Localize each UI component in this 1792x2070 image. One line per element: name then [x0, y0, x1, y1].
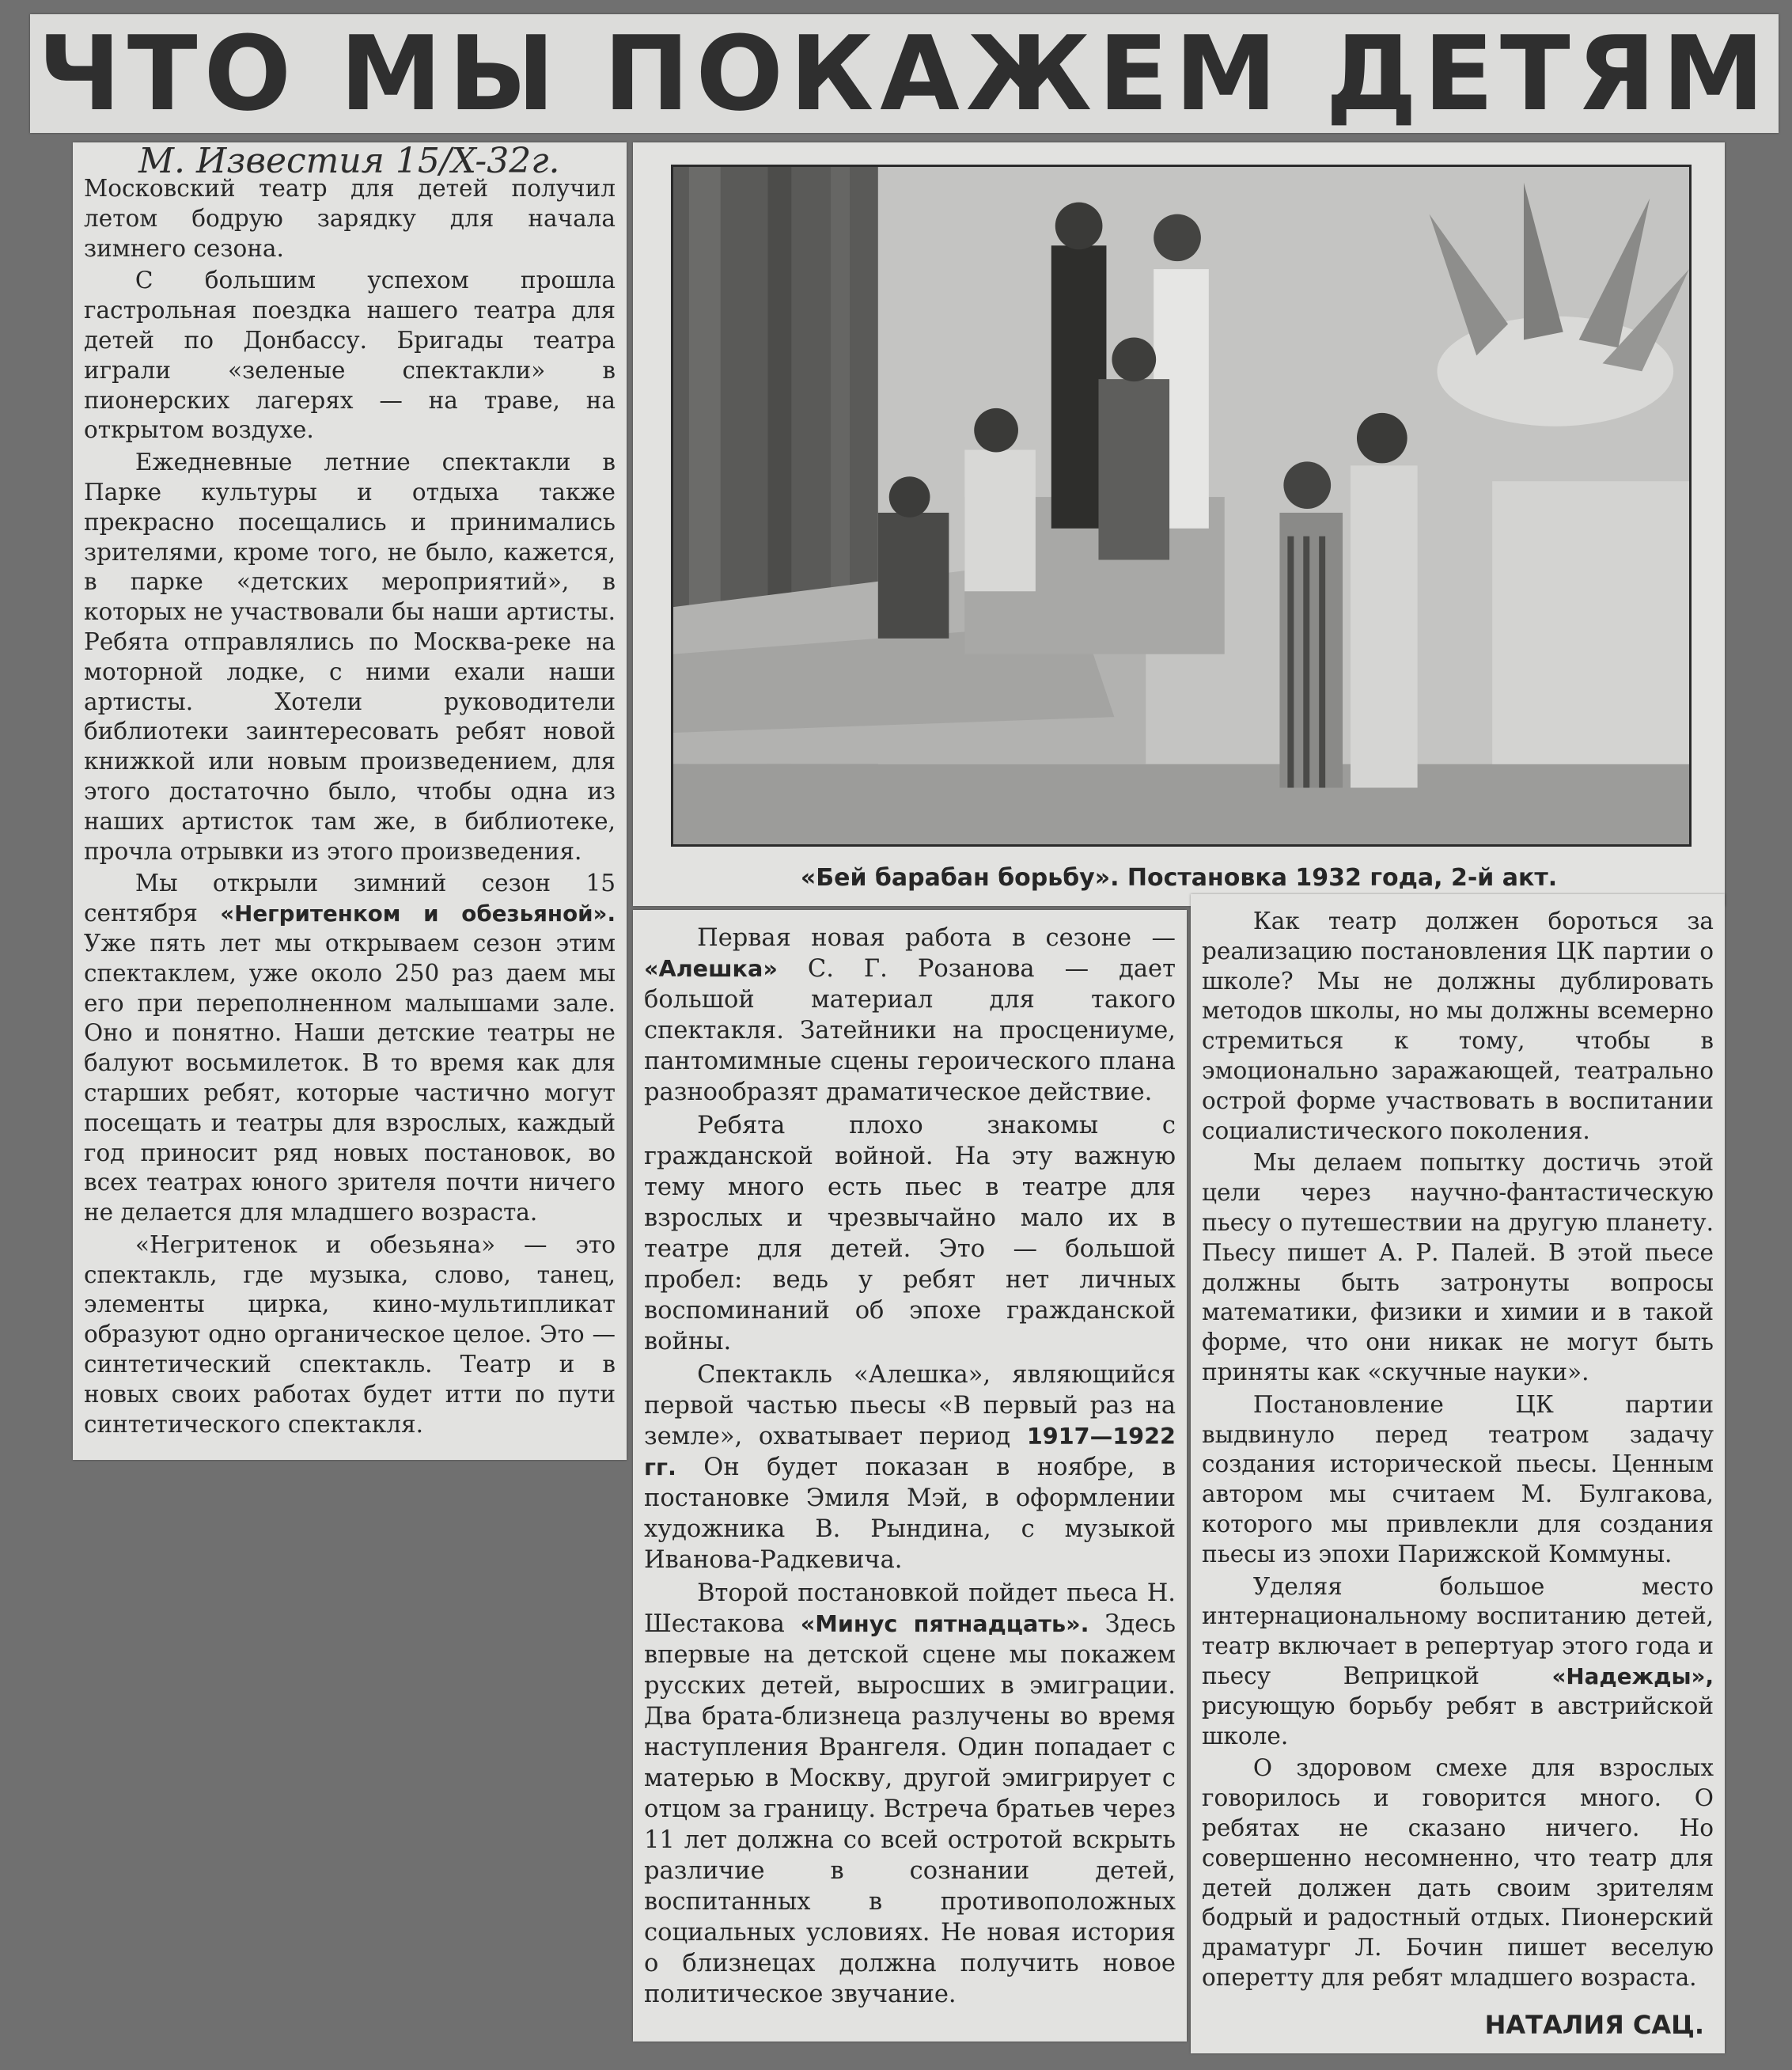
col2-p3-text-b: Он будет показан в ноябре, в постановке Эмиля Мэй, в оформлении художника В. Рындина, с музыкой Иванова-Радкевича. [644, 1454, 1176, 1574]
photo-caption: «Бей барабан борьбу». Постановка 1932 года, 2-й акт. [800, 864, 1558, 892]
col1-paragraph-4 [84, 869, 616, 1228]
article-column-1 [73, 142, 627, 1460]
stage-photo-image [673, 167, 1689, 844]
col1-paragraph-3: Ежедневные летние спектакли в Парке культуры и отдыха также прекрасно посещались и принимались зрителями, кроме того, не было, кажется, в парке «детских мероприятий», в которых не участвовали бы наши артисты. Ребята отправлялись по Москва-реке на моторной лодке, с ними ехали наши артисты. Хотели руководители библиотеки заинтересовать ребят новой книжкой или новым произведением, для этого достаточно было, чтобы одна из наших артисток там же, в библиотеке, прочла отрывки из этого произведения. [84, 449, 616, 865]
col2-paragraph-2: Ребята плохо знакомы с гражданской войной. На эту важную тему много есть пьес в театре для взрослых и чрезвычайно мало их в театре для детей. Это — большой пробел: ведь у ребят нет личных воспоминаний об эпохе гражданской войны. [644, 1112, 1176, 1355]
col2-p3-bold: 1917—1922 гг. [644, 1423, 1176, 1480]
col3-paragraph-3: Постановление ЦК партии выдвинуло перед театром задачу создания исторической пьесы. Ценным автором мы считаем М. Булгакова, которого мы привлекли для создания пьесы из эпохи Парижской Коммуны. [1202, 1390, 1714, 1568]
article-column-3 [1191, 894, 1725, 2053]
author-signature: НАТАЛИЯ САЦ. [1484, 2009, 1704, 2040]
col2-p4-text-b: Здесь впервые на детской сцене мы покажем русских детей, выросших в эмиграции. Два брата-близнеца разлучены во время наступления Врангеля. Один попадает с матерью в Москву, другой эмигрирует с отцом за границу. Встреча братьев через 11 лет должна со всей остротой вскрыть различие в сознании детей, воспитанных в противоположных социальных условиях. Не новая история о близнецах должна получить новое политическое звучание. [644, 1610, 1176, 2008]
col3-p4-text-a: Уделяя большое место интернациональному воспитанию детей, театр включает в репертуар этого года и пьесу Веприцкой [1202, 1572, 1714, 1689]
col3-paragraph-2: Мы делаем попытку достичь этой цели через научно-фантастическую пьесу о путешествии на другую планету. Пьесу пишет А. Р. Палей. В этой пьесе должны быть затронуты вопросы математики, физики и химии и в такой форме, что они никак не могут быть приняты как «скучные науки». [1202, 1149, 1714, 1386]
col2-paragraph-3 [644, 1359, 1176, 1575]
article-column-2 [633, 910, 1187, 2042]
col2-p4-bold: «Минус пятнадцать». [800, 1610, 1089, 1637]
col1-paragraph-2: С большим успехом прошла гастрольная поездка нашего театра для детей по Донбассу. Бригады театра играли «зеленые спектакли» в пионерских лагерях — на траве, на открытом воздухе. [84, 267, 616, 444]
headline-strip [30, 14, 1779, 133]
col1-paragraph-5: «Негритенок и обезьяна» — это спектакль, где музыка, слово, танец, элементы цирка, кино-мультипликат образуют одно органическое целое. Это — синтетический спектакль. Театр и в новых своих работах будет итти по пути синтетического спектакля. [84, 1230, 616, 1438]
col2-p3-text-a: Спектакль «Алешка», являющийся первой частью пьесы «В первый раз на земле», охватывает период [644, 1361, 1176, 1450]
col3-paragraph-4 [1202, 1572, 1714, 1752]
col2-p4-text-a: Второй постановкой пойдет пьеса Н. Шестакова [644, 1579, 1176, 1638]
col3-paragraph-5: О здоровом смехе для взрослых говорилось и говорится много. О ребятах не сказано ничего. Но совершенно несомненно, что театр для детей должен дать своим зрителям бодрый и радостный отдых. Пионерский драматург Л. Бочин пишет веселую оперетту для ребят младшего возраста. [1202, 1754, 1714, 1991]
col2-paragraph-4 [644, 1578, 1176, 2010]
col1-p4-text-a: Мы открыли зимний сезон 15 сентября [84, 870, 616, 927]
col3-p4-text-b: рисующую борьбу ребят в австрийской школе. [1202, 1692, 1714, 1750]
col2-paragraph-1 [644, 923, 1176, 1108]
col1-paragraph-1: Московский театр для детей получил летом бодрую зарядку для начала зимнего сезона. [84, 175, 616, 262]
col3-p4-bold: «Надежды», [1551, 1662, 1714, 1689]
col3-paragraph-1: Как театр должен бороться за реализацию постановления ЦК партии о школе? Мы не должны дублировать методов школы, но мы должны всемерно стремиться к тому, чтобы в эмоционально заражающей, театрально острой форме участвовать в воспитании социалистического поколения. [1202, 908, 1714, 1144]
headline: ЧТО МЫ ПОКАЖЕМ ДЕТЯМ [37, 13, 1771, 134]
col2-p1-text-b: С. Г. Розанова — дает большой материал для такого спектакля. Затейники на просцениуме, пантомимные сцены героического плана разнообразят драматическое действие. [644, 955, 1176, 1106]
col2-p1-text-a: Первая новая работа в сезоне — [697, 924, 1176, 952]
handwritten-source-note: М. Известия 15/X-32г. [138, 141, 560, 181]
col1-p4-bold: «Негритенком и обезьяной». [220, 900, 616, 927]
stage-photo [671, 165, 1692, 847]
photo-clipping [633, 142, 1725, 906]
col1-p4-text-b: Уже пять лет мы открываем сезон этим спектаклем, уже около 250 раз даем мы его при переполненном малышами зале. Оно и понятно. Наши детские театры не балуют восьмилеток. В то время как для старших ребят, которые частично могут посещать и театры для взрослых, каждый год приносит ряд новых постановок, во всех театрах юного зрителя почти ничего не делается для младшего возраста. [84, 929, 616, 1226]
col2-p1-bold: «Алешка» [644, 955, 778, 982]
